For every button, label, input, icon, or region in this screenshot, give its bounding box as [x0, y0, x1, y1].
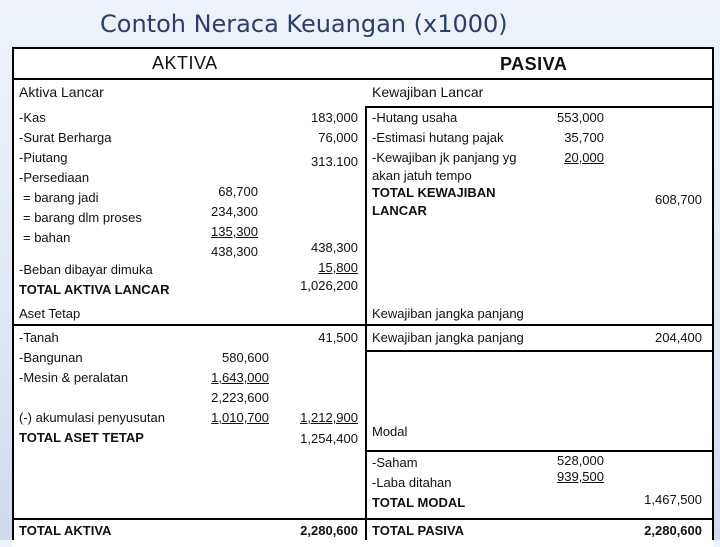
label-persediaan: -Persediaan — [19, 170, 90, 185]
label-akan-jatuh-tempo: akan jatuh tempo — [372, 168, 472, 183]
equity-values — [540, 453, 604, 485]
label-total-pasiva: TOTAL PASIVA — [372, 523, 464, 538]
value-kewajiban-jangka-panjang: 204,400 — [655, 330, 702, 345]
outer-right-border — [712, 47, 714, 540]
label-total-modal: TOTAL MODAL — [372, 495, 466, 510]
label-bangunan: -Bangunan — [19, 350, 83, 365]
value-bangunan: 580,600 — [222, 350, 269, 365]
label-barang-dlm-proses: = barang dlm proses — [23, 210, 142, 225]
value-hutang-usaha: 553,000 — [557, 110, 604, 125]
pasiva-heading: PASIVA — [500, 54, 568, 74]
label-total-aset-tetap: TOTAL ASET TETAP — [19, 430, 144, 445]
label-estimasi-hutang-pajak: -Estimasi hutang pajak — [372, 130, 504, 145]
label-barang-jadi: = barang jadi — [23, 190, 99, 205]
label-kewajiban-jangka-panjang: Kewajiban jangka panjang — [372, 330, 524, 345]
label-hutang-usaha: -Hutang usaha — [372, 110, 458, 125]
label-beban-dibayar-dimuka: -Beban dibayar dimuka — [19, 262, 153, 277]
value-akumulasi-penyusutan: 1,010,700 — [211, 410, 269, 425]
current-assets-labels — [19, 108, 142, 248]
label-saham: -Saham — [372, 455, 418, 470]
value-total-aktiva-lancar: 1,026,200 — [300, 278, 358, 293]
label-surat-berharga: -Surat Berharga — [19, 130, 112, 145]
longterm-liabilities-heading: Kewajiban jangka panjang — [372, 306, 524, 321]
aktiva-heading: AKTIVA — [152, 53, 218, 73]
label-total-kewajiban: TOTAL KEWAJIBAN — [372, 185, 496, 200]
current-assets-top-values — [290, 108, 358, 172]
equity-heading: Modal — [372, 424, 408, 439]
equity-labels — [372, 453, 465, 513]
label-mesin: -Mesin & peralatan — [19, 370, 129, 385]
label-piutang: -Piutang — [19, 150, 68, 165]
longterm-border — [366, 350, 714, 352]
totals-border — [12, 518, 714, 520]
inventory-values — [200, 182, 258, 262]
value-persediaan-subtotal: 438,300 — [211, 244, 258, 259]
value-kas: 183,000 — [311, 110, 358, 125]
label-tanah: -Tanah — [19, 330, 59, 345]
label-bahan: = bahan — [23, 230, 71, 245]
value-surat-berharga: 76,000 — [318, 130, 358, 145]
value-total-kewajiban-lancar: 608,700 — [655, 192, 702, 207]
page-title: Contoh Neraca Keuangan (x1000) — [100, 10, 508, 38]
value-persediaan: 438,300 — [311, 240, 358, 255]
fixed-assets-border — [12, 324, 714, 326]
value-mesin: 1,643,000 — [211, 370, 269, 385]
value-barang-dlm-proses: 234,300 — [211, 204, 258, 219]
label-total-aktiva-lancar: TOTAL AKTIVA LANCAR — [19, 282, 170, 297]
fixed-assets-heading: Aset Tetap — [19, 306, 81, 321]
current-liabilities-heading: Kewajiban Lancar — [372, 84, 484, 100]
value-estimasi-hutang-pajak: 35,700 — [564, 130, 604, 145]
value-bahan: 135,300 — [211, 224, 258, 239]
value-fixed-gross: 2,223,600 — [211, 390, 269, 405]
header-top-border — [12, 47, 714, 49]
label-laba-ditahan: -Laba ditahan — [372, 475, 452, 490]
value-total-pasiva: 2,280,600 — [644, 523, 702, 538]
value-total-aktiva: 2,280,600 — [300, 523, 358, 538]
equity-border — [366, 450, 714, 452]
label-kewajiban-jk-panjang: -Kewajiban jk panjang yg — [372, 150, 517, 165]
value-beban-dibayar-dimuka: 15,800 — [318, 260, 358, 275]
label-lancar: LANCAR — [372, 203, 427, 218]
outer-left-border — [12, 47, 14, 540]
current-liabilities-labels — [372, 108, 517, 220]
value-saham: 528,000 — [557, 453, 604, 468]
label-akumulasi-penyusutan: (-) akumulasi penyusutan — [19, 410, 165, 425]
fixed-assets-sub-values — [195, 348, 269, 428]
label-kas: -Kas — [19, 110, 46, 125]
value-piutang: 313.100 — [311, 154, 358, 169]
header-bottom-border — [12, 78, 714, 80]
current-assets-heading: Aktiva Lancar — [19, 84, 104, 100]
value-total-aset-tetap: 1,254,400 — [300, 431, 358, 446]
value-barang-jadi: 68,700 — [218, 184, 258, 199]
label-total-aktiva: TOTAL AKTIVA — [19, 523, 112, 538]
value-tanah: 41,500 — [318, 330, 358, 345]
value-aset-tetap-net: 1,212,900 — [300, 410, 358, 425]
value-kewajiban-jk-panjang: 20,000 — [564, 150, 604, 165]
fixed-assets-labels — [19, 328, 128, 388]
middle-divider — [365, 106, 367, 540]
current-liabilities-values — [540, 108, 604, 168]
value-laba-ditahan: 939,500 — [557, 469, 604, 484]
value-total-modal: 1,467,500 — [644, 492, 702, 507]
